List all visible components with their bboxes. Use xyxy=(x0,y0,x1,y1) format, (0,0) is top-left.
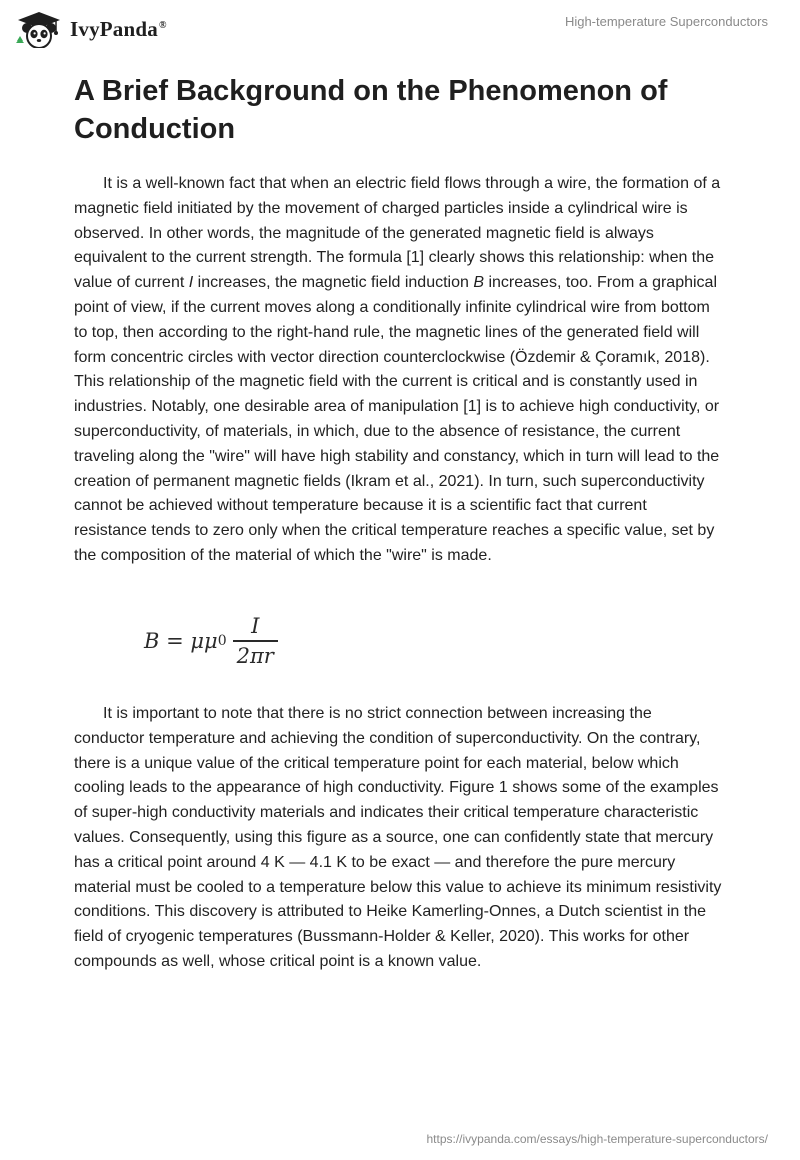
induction-variable: B xyxy=(473,274,485,292)
paragraph-1 xyxy=(74,172,724,569)
page-title: A Brief Background on the Phenomenon of Conduction xyxy=(74,75,668,145)
source-url-link[interactable]: https://ivypanda.com/essays/high-temperature-superconductors/ xyxy=(426,1132,768,1146)
current-variable: I xyxy=(188,274,194,292)
brand-name: IvyPanda® xyxy=(70,16,167,41)
magnetic-field-formula xyxy=(144,610,278,672)
registered-mark: ® xyxy=(158,19,167,31)
formula-subscript: 0 xyxy=(217,633,227,649)
paragraph-2: It is important to note that there is no strict connection between increasing the conductor temperature and achieving the condition of superconductivity. On the contrary, there is a unique value of the critical temperature point for each material, below which cooling leads to the appearance of high conductivity. Figure 1 shows some of the examples of super-high conductivity materials and indicates their critical temperature characteristic values. Consequently, using this figure as a source, one can confidently state that mercury has a critical point around 4 K — 4.1 K to be exact — and therefore the pure mercury material must be cooled to a temperature below this value to achieve its minimum resistivity conditions. This discovery is attributed to Heike Kamerling-Onnes, a Dutch scientist in the field of cryogenic temperatures (Bussmann-Holder & Keller, 2020). This works for other compounds as well, whose critical point is a known value. xyxy=(74,705,722,970)
running-title: High-temperature Superconductors xyxy=(564,14,768,29)
formula-denominator: 2πr xyxy=(236,643,274,668)
paragraph-1-text-c: increases, too. From a graphical point of view, if the current moves along a conditionally infinite cylindrical wire from bottom to top, then according to the right-hand rule, the magnetic lines of the generated field will form concentric circles with vector direction counterclockwise (Özdemir & Çoramık, 2018). This relationship of the magnetic field with the current is critical and is constantly used in industries. Notably, one desirable area of manipulation [1] is to achieve high conductivity, or superconductivity, of materials, in which, due to the absence of resistance, the current traveling along the "wire" will have high stability and constancy, which in turn will lead to the creation of permanent magnetic fields (Ikram et al., 2021). In turn, such superconductivity cannot be achieved without temperature because it is a scientific fact that current resistance tends to zero only when the critical temperature reaches a specific value, set by the composition of the material of which the "wire" is made. xyxy=(74,274,720,564)
formula-fraction xyxy=(233,614,278,668)
page-header xyxy=(0,0,800,60)
paragraph-1-text-b: increases, the magnetic field induction xyxy=(193,274,474,292)
formula-numerator: I xyxy=(251,614,260,639)
ivypanda-logo[interactable] xyxy=(14,10,167,48)
panda-graduate-icon xyxy=(14,10,64,48)
formula-lhs: B = μμ xyxy=(144,629,218,653)
paragraph-1-text-a: It is a well-known fact that when an electric field flows through a wire, the formation of a magnetic field initiated by the movement of charged particles inside a cylindrical wire is observed. In other words, the magnitude of the generated magnetic field is always equivalent to the current strength. The formula [1] clearly shows this relationship: when the value of current xyxy=(74,175,721,292)
